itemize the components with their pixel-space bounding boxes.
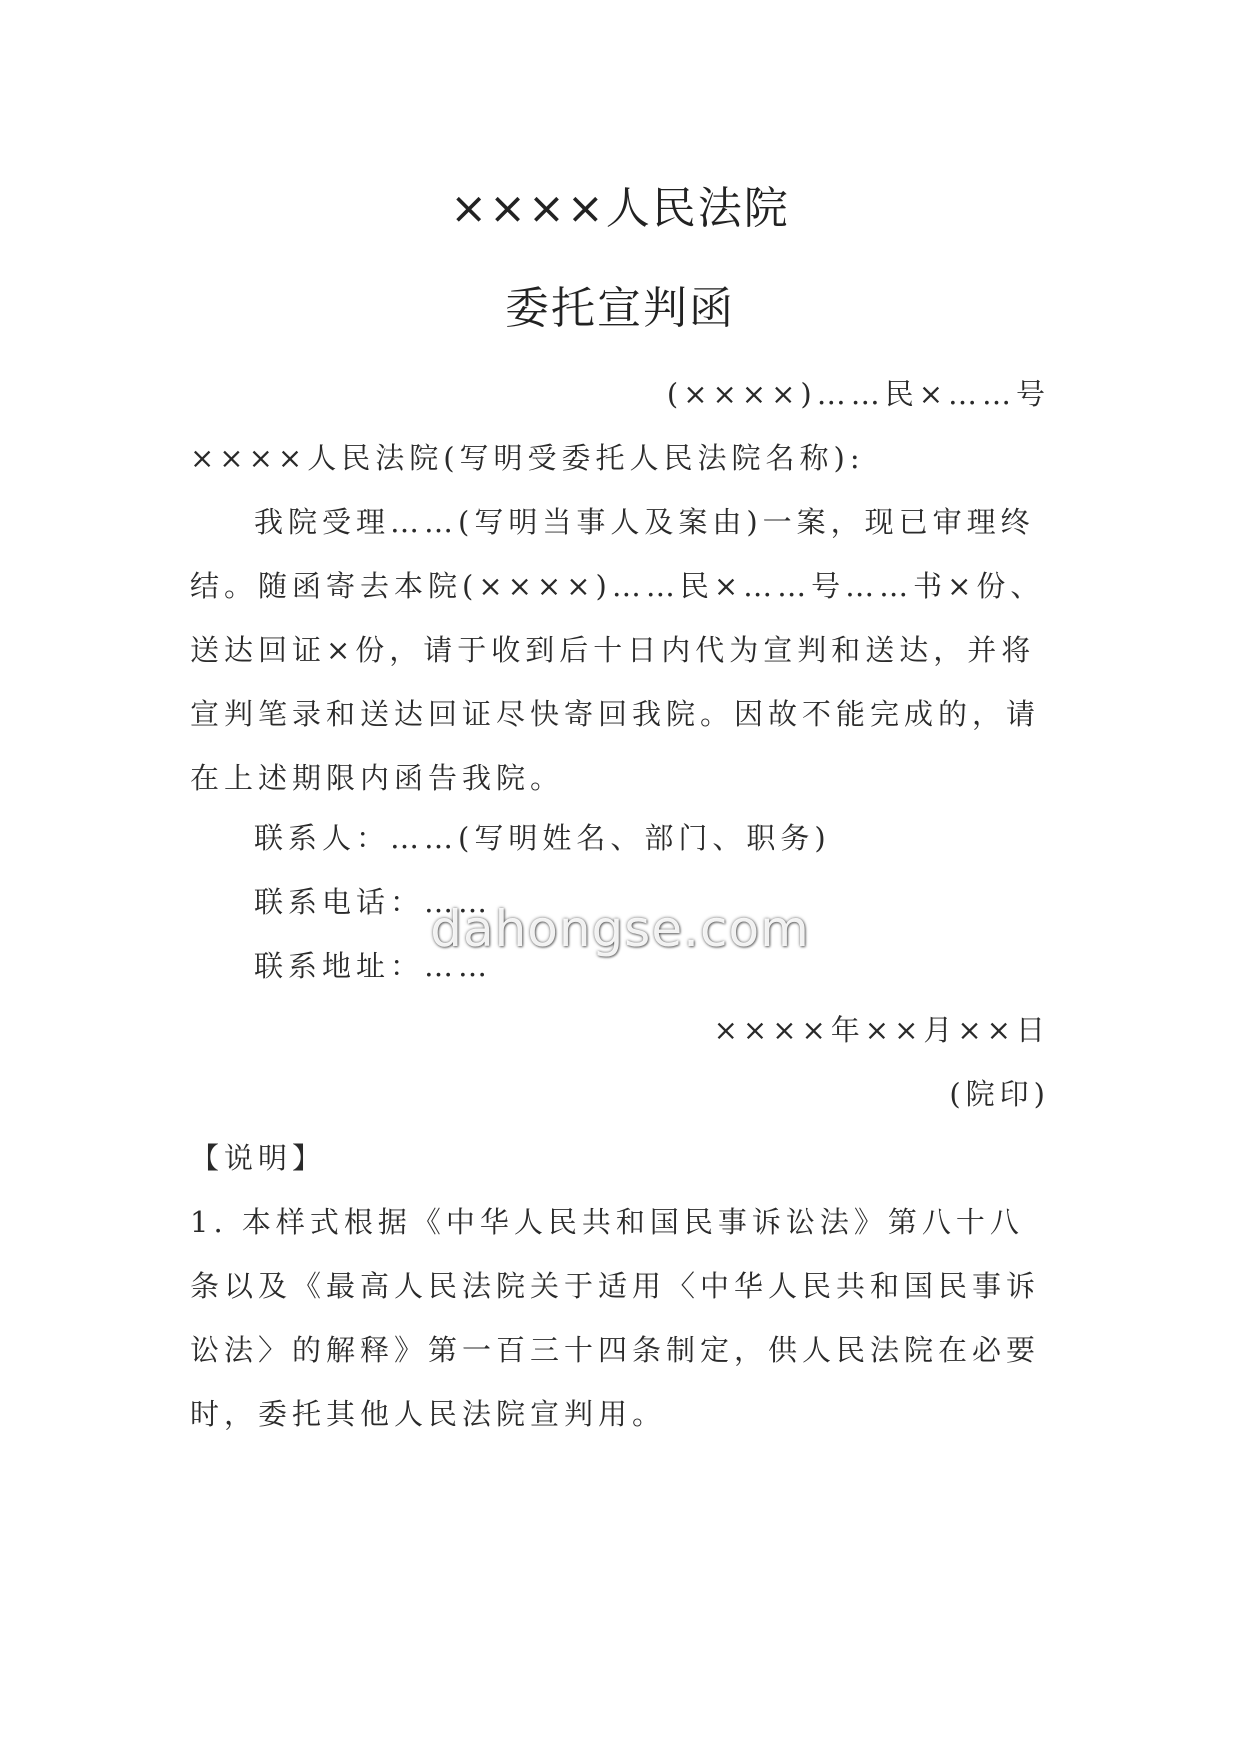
case-number: (××××)……民×……号 [666, 377, 1050, 411]
court-seal-label: (院印) [949, 1077, 1050, 1111]
watermark: dahongse.com [430, 900, 810, 958]
document-date: ××××年××月××日 [713, 1013, 1050, 1047]
document-title: 委托宣判函 [505, 283, 735, 334]
contact-address: 联系地址：…… [254, 949, 493, 983]
notes-item-1: 1. 本样式根据《中华人民共和国民事诉讼法》第八十八条以及《最高人民法院关于适用〈中华人民共和国民事诉讼法〉的解释》第一百三十四条制定，供人民法院在必要时，委托其他人民法院宣判用。 [190, 1205, 1041, 1431]
notes-heading: 【说明】 [190, 1141, 327, 1175]
contact-phone: 联系电话：…… [254, 885, 493, 919]
recipient-line: ××××人民法院(写明受委托人民法院名称): [190, 441, 865, 475]
body-paragraph: 我院受理……(写明当事人及案由)一案，现已审理终结。随函寄去本院(××××)……民×……号……书×份、送达回证×份，请于收到后十日内代为宣判和送达，并将宣判笔录和送达回证尽快寄回我院。因故不能完成的，请在上述期限内函告我院。 [190, 505, 1045, 795]
contact-person: 联系人：……(写明姓名、部门、职务) [254, 821, 831, 855]
court-name-heading: ××××人民法院 [450, 183, 790, 234]
